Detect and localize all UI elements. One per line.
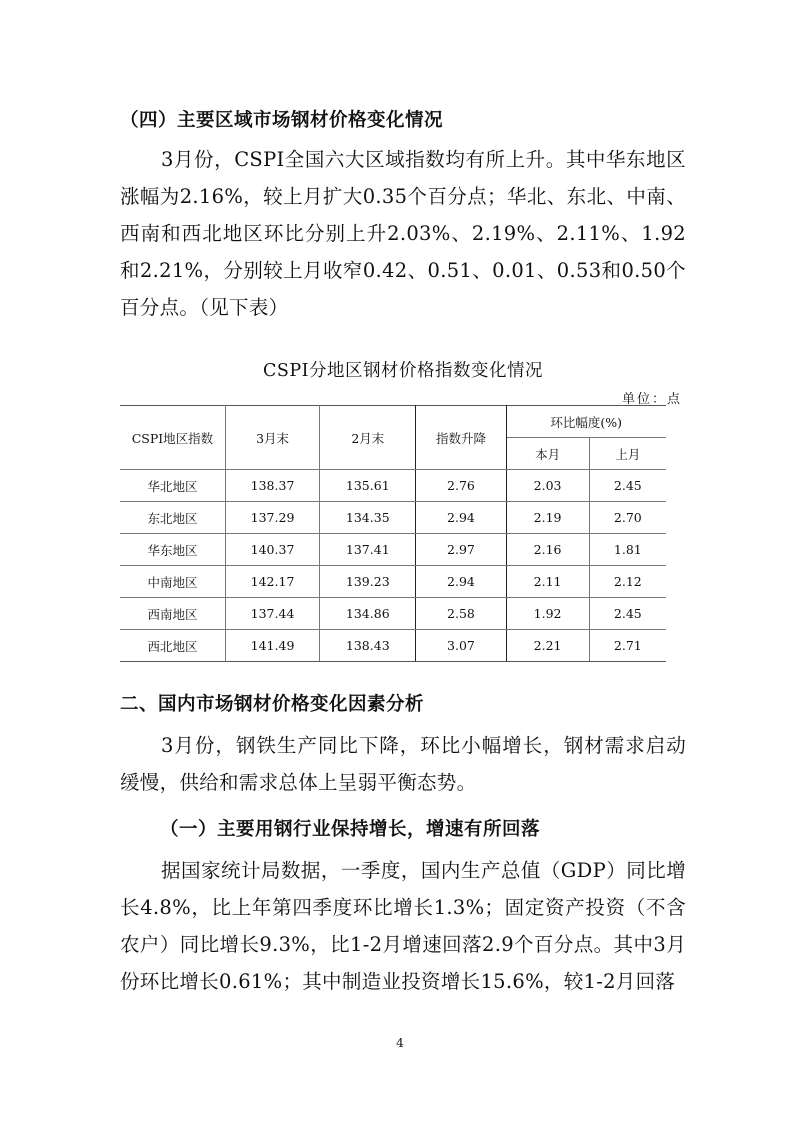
section2-1-heading: （一）主要用钢行业保持增长，增速有所回落 <box>160 819 541 840</box>
cell-change: 2.58 <box>416 598 506 630</box>
cell-change: 2.76 <box>416 470 506 502</box>
cell-change: 2.97 <box>416 534 506 566</box>
cell-region: 华北地区 <box>120 470 225 502</box>
table-row <box>120 566 666 598</box>
cell-feb: 134.35 <box>320 502 416 534</box>
cell-feb: 134.86 <box>320 598 416 630</box>
header-feb-end: 2月末 <box>320 406 416 470</box>
cell-this-month: 2.16 <box>506 534 589 566</box>
cell-last-month: 1.81 <box>589 534 666 566</box>
table-row <box>120 470 666 502</box>
cell-march: 137.29 <box>225 502 319 534</box>
header-this-month: 本月 <box>506 438 589 470</box>
header-mom: 环比幅度(%) <box>506 406 666 438</box>
cell-march: 142.17 <box>225 566 319 598</box>
section4-heading: （四）主要区域市场钢材价格变化情况 <box>120 110 444 131</box>
table-row <box>120 534 666 566</box>
cell-last-month: 2.70 <box>589 502 666 534</box>
cell-march: 138.37 <box>225 470 319 502</box>
cell-march: 141.49 <box>225 630 319 662</box>
cell-feb: 135.61 <box>320 470 416 502</box>
section4-paragraph: 3月份，CSPI全国六大区域指数均有所上升。其中华东地区涨幅为2.16%，较上月扩大0.35个百分点；华北、东北、中南、西南和西北地区环比分别上升2.03%、2.19%、2.11%、1.92和2.21%，分别较上月收窄0.42、0.51、0.01、0.53和0.50个百分点。（见下表） <box>120 148 686 319</box>
cell-last-month: 2.71 <box>589 630 666 662</box>
cell-this-month: 2.03 <box>506 470 589 502</box>
cell-region: 西北地区 <box>120 630 225 662</box>
cell-last-month: 2.12 <box>589 566 666 598</box>
table-title: CSPI分地区钢材价格指数变化情况 <box>262 361 544 381</box>
cell-this-month: 2.19 <box>506 502 589 534</box>
cell-last-month: 2.45 <box>589 470 666 502</box>
header-region: CSPI地区指数 <box>120 406 225 470</box>
cspi-region-table <box>120 405 666 662</box>
cell-last-month: 2.45 <box>589 598 666 630</box>
section2-paragraph: 3月份，钢铁生产同比下降，环比小幅增长，钢材需求启动缓慢，供给和需求总体上呈弱平衡态势。 <box>120 734 686 794</box>
page-number: 4 <box>396 1036 404 1050</box>
cell-feb: 137.41 <box>320 534 416 566</box>
cell-march: 137.44 <box>225 598 319 630</box>
cell-this-month: 1.92 <box>506 598 589 630</box>
table-header-row <box>120 406 666 438</box>
table-unit: 单位：点 <box>621 392 682 407</box>
cell-change: 2.94 <box>416 502 506 534</box>
cell-this-month: 2.11 <box>506 566 589 598</box>
header-march-end: 3月末 <box>225 406 319 470</box>
table-row <box>120 630 666 662</box>
cell-region: 华东地区 <box>120 534 225 566</box>
header-last-month: 上月 <box>589 438 666 470</box>
cell-region: 东北地区 <box>120 502 225 534</box>
cell-region: 西南地区 <box>120 598 225 630</box>
cell-this-month: 2.21 <box>506 630 589 662</box>
cell-march: 140.37 <box>225 534 319 566</box>
cell-feb: 138.43 <box>320 630 416 662</box>
section2-heading: 二、国内市场钢材价格变化因素分析 <box>120 694 425 715</box>
cell-change: 3.07 <box>416 630 506 662</box>
header-change: 指数升降 <box>416 406 506 470</box>
cell-feb: 139.23 <box>320 566 416 598</box>
section2-1-paragraph: 据国家统计局数据，一季度，国内生产总值（GDP）同比增长4.8%，比上年第四季度环比增长1.3%；固定资产投资（不含农户）同比增长9.3%，比1-2月增速回落2.9个百分点。其中3月份环比增长0.61%；其中制造业投资增长15.6%，较1-2月回落 <box>120 859 686 993</box>
table-row <box>120 502 666 534</box>
table-row <box>120 598 666 630</box>
cell-region: 中南地区 <box>120 566 225 598</box>
cell-change: 2.94 <box>416 566 506 598</box>
